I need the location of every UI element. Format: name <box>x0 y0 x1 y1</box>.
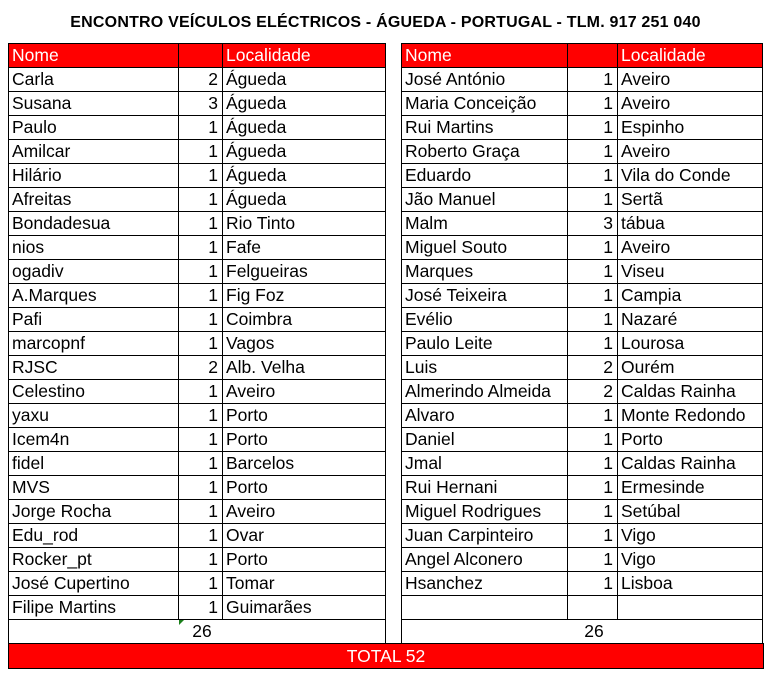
name-cell[interactable]: Jmal <box>402 452 568 476</box>
count-cell[interactable]: 1 <box>179 284 223 308</box>
count-cell[interactable]: 1 <box>568 332 618 356</box>
name-cell[interactable]: ogadiv <box>9 260 179 284</box>
table-row <box>9 548 386 572</box>
location-cell[interactable]: Fig Foz <box>223 284 386 308</box>
count-cell[interactable]: 1 <box>179 524 223 548</box>
table-row <box>402 428 763 452</box>
name-cell[interactable]: Juan Carpinteiro <box>402 524 568 548</box>
location-cell[interactable]: Aveiro <box>618 92 763 116</box>
count-cell[interactable]: 1 <box>179 404 223 428</box>
count-header <box>568 44 618 68</box>
table-row <box>402 380 763 404</box>
location-cell[interactable]: Vigo <box>618 548 763 572</box>
location-cell[interactable]: Espinho <box>618 116 763 140</box>
count-cell[interactable]: 1 <box>179 188 223 212</box>
name-cell[interactable]: Amilcar <box>9 140 179 164</box>
location-cell[interactable]: Caldas Rainha <box>618 452 763 476</box>
location-cell[interactable]: Coimbra <box>223 308 386 332</box>
location-cell[interactable]: Aveiro <box>223 500 386 524</box>
table-row <box>402 452 763 476</box>
count-cell[interactable]: 1 <box>179 476 223 500</box>
subtotal-value: 26 <box>179 620 223 644</box>
table-row <box>402 476 763 500</box>
name-cell[interactable]: Susana <box>9 92 179 116</box>
name-cell[interactable]: Daniel <box>402 428 568 452</box>
count-cell[interactable]: 1 <box>179 452 223 476</box>
count-cell[interactable]: 3 <box>568 212 618 236</box>
location-cell[interactable]: Tomar <box>223 572 386 596</box>
name-cell[interactable]: Hilário <box>9 164 179 188</box>
name-cell[interactable]: Filipe Martins <box>9 596 179 620</box>
location-cell[interactable]: Lourosa <box>618 332 763 356</box>
count-cell[interactable]: 1 <box>568 140 618 164</box>
count-cell[interactable]: 1 <box>179 140 223 164</box>
name-cell[interactable]: Marques <box>402 260 568 284</box>
name-cell[interactable]: A.Marques <box>9 284 179 308</box>
count-cell[interactable]: 3 <box>179 92 223 116</box>
name-cell[interactable]: Rui Hernani <box>402 476 568 500</box>
location-cell[interactable]: Monte Redondo <box>618 404 763 428</box>
location-cell[interactable]: Porto <box>223 476 386 500</box>
table-row <box>402 260 763 284</box>
empty-cell[interactable] <box>618 596 763 620</box>
name-cell[interactable]: RJSC <box>9 356 179 380</box>
name-cell[interactable]: Bondadesua <box>9 212 179 236</box>
table-row <box>402 524 763 548</box>
name-cell[interactable]: Rocker_pt <box>9 548 179 572</box>
location-cell[interactable]: Aveiro <box>618 68 763 92</box>
count-cell[interactable]: 2 <box>568 380 618 404</box>
name-cell[interactable]: marcopnf <box>9 332 179 356</box>
count-cell[interactable]: 1 <box>179 428 223 452</box>
right-attendee-table <box>401 43 763 644</box>
subtotal-spacer <box>223 620 386 644</box>
count-cell[interactable]: 1 <box>568 260 618 284</box>
table-row <box>402 548 763 572</box>
subtotal-row <box>9 620 386 644</box>
table-row <box>9 356 386 380</box>
table-row <box>9 116 386 140</box>
table-row <box>9 500 386 524</box>
name-cell[interactable]: Paulo Leite <box>402 332 568 356</box>
count-cell[interactable]: 1 <box>568 572 618 596</box>
location-cell[interactable]: Caldas Rainha <box>618 380 763 404</box>
location-cell[interactable]: Vagos <box>223 332 386 356</box>
count-cell[interactable]: 1 <box>568 524 618 548</box>
subtotal-spacer <box>402 620 568 644</box>
table-row <box>9 476 386 500</box>
table-row <box>402 572 763 596</box>
subtotal-value: 26 <box>568 620 618 644</box>
name-cell[interactable]: Celestino <box>9 380 179 404</box>
count-cell[interactable]: 2 <box>568 356 618 380</box>
location-cell[interactable]: Porto <box>223 428 386 452</box>
count-cell[interactable]: 1 <box>568 116 618 140</box>
location-cell[interactable]: Águeda <box>223 92 386 116</box>
name-cell[interactable]: Jão Manuel <box>402 188 568 212</box>
name-cell[interactable]: Angel Alconero <box>402 548 568 572</box>
location-cell[interactable]: Nazaré <box>618 308 763 332</box>
count-cell[interactable]: 2 <box>179 68 223 92</box>
table-row <box>9 332 386 356</box>
location-header: Localidade <box>618 44 763 68</box>
location-cell[interactable]: Ourém <box>618 356 763 380</box>
count-cell[interactable]: 1 <box>568 452 618 476</box>
table-row <box>402 68 763 92</box>
count-cell[interactable]: 1 <box>179 260 223 284</box>
location-cell[interactable]: Vila do Conde <box>618 164 763 188</box>
location-cell[interactable]: Lisboa <box>618 572 763 596</box>
location-cell[interactable]: Águeda <box>223 188 386 212</box>
table-row <box>402 356 763 380</box>
subtotal-spacer <box>618 620 763 644</box>
table-row <box>402 308 763 332</box>
table-row <box>9 380 386 404</box>
table-row <box>9 596 386 620</box>
table-row <box>402 212 763 236</box>
count-cell[interactable]: 1 <box>179 500 223 524</box>
empty-cell[interactable] <box>568 596 618 620</box>
name-cell[interactable]: José António <box>402 68 568 92</box>
table-row <box>9 236 386 260</box>
count-cell[interactable]: 1 <box>179 332 223 356</box>
count-cell[interactable]: 1 <box>568 404 618 428</box>
name-cell[interactable]: Carla <box>9 68 179 92</box>
table-row <box>9 92 386 116</box>
name-cell[interactable]: nios <box>9 236 179 260</box>
location-cell[interactable]: Fafe <box>223 236 386 260</box>
location-cell[interactable]: Porto <box>618 428 763 452</box>
location-cell[interactable]: Aveiro <box>223 380 386 404</box>
count-header <box>179 44 223 68</box>
table-row <box>9 68 386 92</box>
name-cell[interactable]: yaxu <box>9 404 179 428</box>
count-cell[interactable]: 1 <box>568 188 618 212</box>
left-attendee-table <box>8 43 386 644</box>
name-cell[interactable]: Almerindo Almeida <box>402 380 568 404</box>
table-row <box>402 188 763 212</box>
location-cell[interactable]: Ermesinde <box>618 476 763 500</box>
empty-row <box>402 596 763 620</box>
count-cell[interactable]: 1 <box>568 236 618 260</box>
location-cell[interactable]: Felgueiras <box>223 260 386 284</box>
count-cell[interactable]: 1 <box>179 212 223 236</box>
name-cell[interactable]: Miguel Rodrigues <box>402 500 568 524</box>
count-cell[interactable]: 1 <box>179 116 223 140</box>
table-row <box>402 500 763 524</box>
location-cell[interactable]: Águeda <box>223 68 386 92</box>
table-row <box>402 164 763 188</box>
right-header-row <box>402 44 763 68</box>
table-row <box>402 284 763 308</box>
table-row <box>9 428 386 452</box>
name-cell[interactable]: José Teixeira <box>402 284 568 308</box>
count-cell[interactable]: 1 <box>179 548 223 572</box>
location-cell[interactable]: Rio Tinto <box>223 212 386 236</box>
count-cell[interactable]: 1 <box>179 380 223 404</box>
table-row <box>9 404 386 428</box>
table-row <box>9 452 386 476</box>
location-cell[interactable]: Porto <box>223 548 386 572</box>
subtotal-row <box>402 620 763 644</box>
name-cell[interactable]: Jorge Rocha <box>9 500 179 524</box>
name-cell[interactable]: fidel <box>9 452 179 476</box>
table-row <box>402 140 763 164</box>
location-cell[interactable]: Setúbal <box>618 500 763 524</box>
location-cell[interactable]: Águeda <box>223 164 386 188</box>
name-cell[interactable]: MVS <box>9 476 179 500</box>
count-cell[interactable]: 1 <box>568 164 618 188</box>
empty-cell[interactable] <box>402 596 568 620</box>
location-cell[interactable]: Guimarães <box>223 596 386 620</box>
name-cell[interactable]: Alvaro <box>402 404 568 428</box>
count-cell[interactable]: 1 <box>179 236 223 260</box>
location-cell[interactable]: Aveiro <box>618 140 763 164</box>
table-row <box>402 116 763 140</box>
count-cell[interactable]: 1 <box>568 428 618 452</box>
count-cell[interactable]: 1 <box>568 284 618 308</box>
count-cell[interactable]: 1 <box>568 308 618 332</box>
name-cell[interactable]: Luis <box>402 356 568 380</box>
name-cell[interactable]: Maria Conceição <box>402 92 568 116</box>
name-header: Nome <box>402 44 568 68</box>
table-row <box>402 404 763 428</box>
table-row <box>9 524 386 548</box>
count-cell[interactable]: 1 <box>179 164 223 188</box>
table-row <box>9 308 386 332</box>
subtotal-spacer <box>9 620 179 644</box>
count-cell[interactable]: 1 <box>568 92 618 116</box>
location-cell[interactable]: Barcelos <box>223 452 386 476</box>
name-cell[interactable]: Icem4n <box>9 428 179 452</box>
count-cell[interactable]: 1 <box>568 500 618 524</box>
location-cell[interactable]: Viseu <box>618 260 763 284</box>
table-row <box>9 572 386 596</box>
count-cell[interactable]: 1 <box>179 596 223 620</box>
count-cell[interactable]: 1 <box>179 308 223 332</box>
name-cell[interactable]: Evélio <box>402 308 568 332</box>
table-row <box>9 260 386 284</box>
location-cell[interactable]: Porto <box>223 404 386 428</box>
name-cell[interactable]: Roberto Graça <box>402 140 568 164</box>
sheet-title: ENCONTRO VEÍCULOS ELÉCTRICOS - ÁGUEDA - PORTUGAL - TLM. 917 251 040 <box>70 14 701 31</box>
grand-total-bar: TOTAL 52 <box>8 643 764 669</box>
count-cell[interactable]: 2 <box>179 356 223 380</box>
table-row <box>9 164 386 188</box>
table-row <box>402 332 763 356</box>
count-cell[interactable]: 1 <box>568 548 618 572</box>
name-cell[interactable]: José Cupertino <box>9 572 179 596</box>
location-cell[interactable]: Águeda <box>223 116 386 140</box>
name-cell[interactable]: Rui Martins <box>402 116 568 140</box>
name-cell[interactable]: Afreitas <box>9 188 179 212</box>
name-cell[interactable]: Eduardo <box>402 164 568 188</box>
name-cell[interactable]: Malm <box>402 212 568 236</box>
name-header: Nome <box>9 44 179 68</box>
location-cell[interactable]: Sertã <box>618 188 763 212</box>
location-cell[interactable]: Alb. Velha <box>223 356 386 380</box>
name-cell[interactable]: Edu_rod <box>9 524 179 548</box>
location-cell[interactable]: tábua <box>618 212 763 236</box>
table-row <box>9 188 386 212</box>
cell-marker-icon <box>179 620 184 625</box>
left-header-row <box>9 44 386 68</box>
table-row <box>9 212 386 236</box>
table-row <box>9 140 386 164</box>
name-cell[interactable]: Paulo <box>9 116 179 140</box>
location-cell[interactable]: Campia <box>618 284 763 308</box>
name-cell[interactable]: Miguel Souto <box>402 236 568 260</box>
table-row <box>9 284 386 308</box>
name-cell[interactable]: Pafi <box>9 308 179 332</box>
count-cell[interactable]: 1 <box>568 68 618 92</box>
location-header: Localidade <box>223 44 386 68</box>
table-row <box>402 236 763 260</box>
name-cell[interactable]: Hsanchez <box>402 572 568 596</box>
location-cell[interactable]: Aveiro <box>618 236 763 260</box>
location-cell[interactable]: Vigo <box>618 524 763 548</box>
count-cell[interactable]: 1 <box>179 572 223 596</box>
location-cell[interactable]: Ovar <box>223 524 386 548</box>
count-cell[interactable]: 1 <box>568 476 618 500</box>
location-cell[interactable]: Águeda <box>223 140 386 164</box>
table-row <box>402 92 763 116</box>
